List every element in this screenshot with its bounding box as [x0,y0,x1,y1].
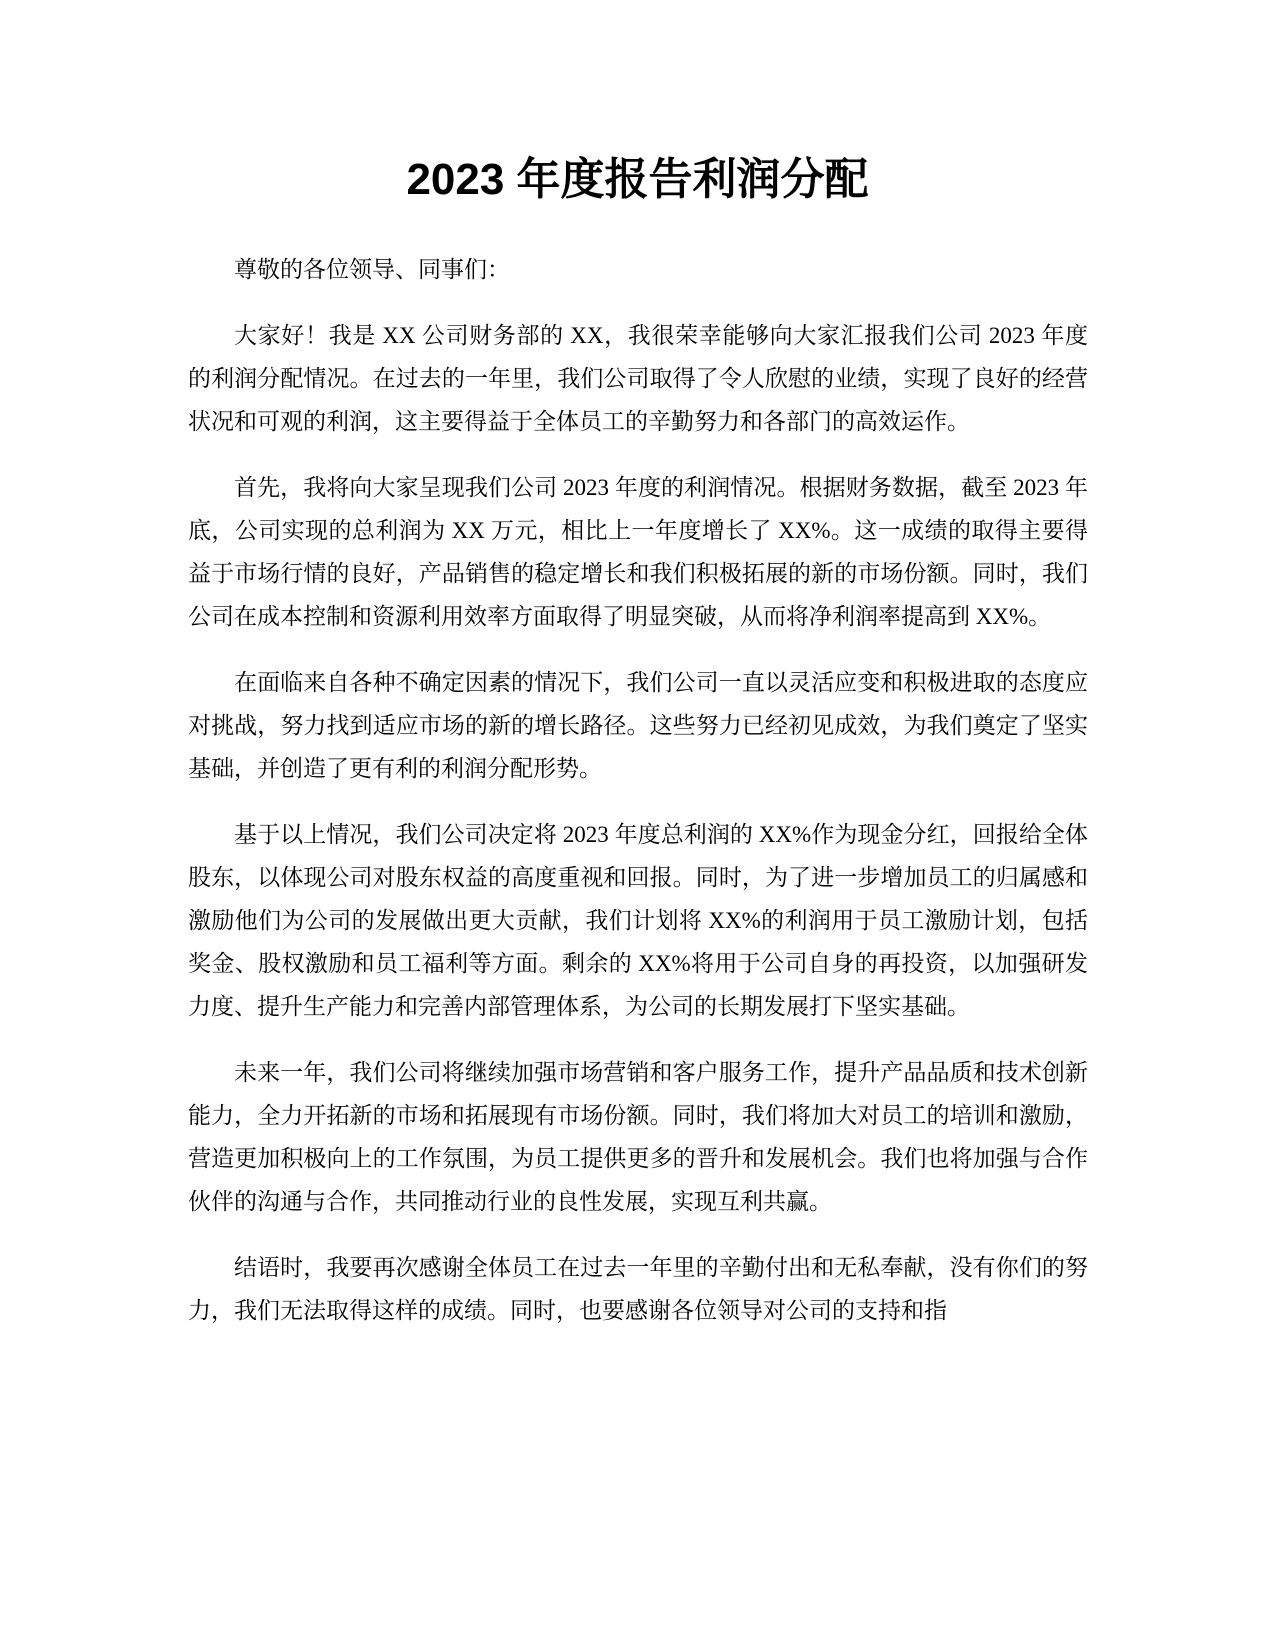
body-paragraph: 结语时，我要再次感谢全体员工在过去一年里的辛勤付出和无私奉献，没有你们的努力，我们无法取得这样的成绩。同时，也要感谢各位领导对公司的支持和指 [188,1255,1088,1323]
salutation-paragraph: 尊敬的各位领导、同事们： [234,257,510,282]
body-paragraph: 大家好！我是 XX 公司财务部的 XX，我很荣幸能够向大家汇报我们公司 2023 年度的利润分配情况。在过去的一年里，我们公司取得了令人欣慰的业绩，实现了良好的经营状况和可观的利润，这主要得益于全体员工的辛勤努力和各部门的高效运作。 [188,323,1088,434]
body-paragraph: 在面临来自各种不确定因素的情况下，我们公司一直以灵活应变和积极进取的态度应对挑战，努力找到适应市场的新的增长路径。这些努力已经初见成效，为我们奠定了坚实基础，并创造了更有利的利润分配形势。 [188,670,1088,781]
document-body [188,248,1088,1355]
body-paragraph: 未来一年，我们公司将继续加强市场营销和客户服务工作，提升产品品质和技术创新能力，全力开拓新的市场和拓展现有市场份额。同时，我们将加大对员工的培训和激励，营造更加积极向上的工作氛围，为员工提供更多的晋升和发展机会。我们也将加强与合作伙伴的沟通与合作，共同推动行业的良性发展，实现互利共赢。 [188,1060,1088,1214]
body-paragraph: 基于以上情况，我们公司决定将 2023 年度总利润的 XX%作为现金分红，回报给全体股东，以体现公司对股东权益的高度重视和回报。同时，为了进一步增加员工的归属感和激励他们为公司的发展做出更大贡献，我们计划将 XX%的利润用于员工激励计划，包括奖金、股权激励和员工福利等方面。剩余的 XX%将用于公司自身的再投资，以加强研发力度、提升生产能力和完善内部管理体系，为公司的长期发展打下坚实基础。 [188,822,1088,1019]
body-paragraph: 首先，我将向大家呈现我们公司 2023 年度的利润情况。根据财务数据，截至 2023 年底，公司实现的总利润为 XX 万元，相比上一年度增长了 XX%。这一成绩的取得主要得益于市场行情的良好，产品销售的稳定增长和我们积极拓展的新的市场份额。同时，我们公司在成本控制和资源利用效率方面取得了明显突破，从而将净利润率提高到 XX%。 [188,475,1088,629]
document-title: 2023 年度报告利润分配 [406,155,869,204]
